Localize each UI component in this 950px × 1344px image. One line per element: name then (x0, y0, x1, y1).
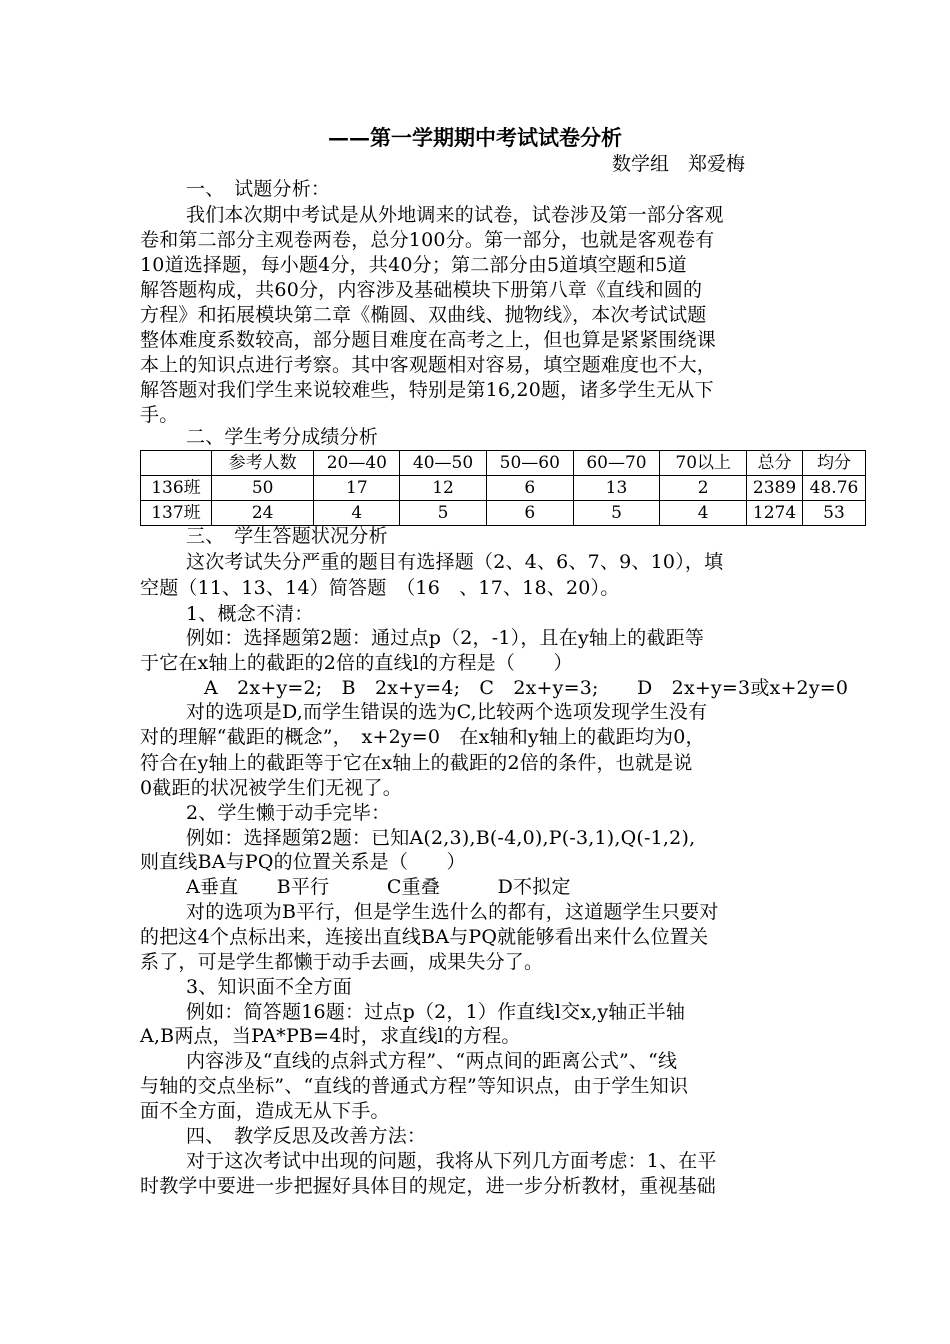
table-cell: 136班 (141, 476, 212, 501)
table-header-cell: 参考人数 (211, 451, 314, 476)
paragraph-line: 例如：选择题第2题：已知A(2,3),B(-4,0),P(-3,1),Q(-1,2), (186, 827, 696, 849)
document-title: ——第一学期期中考试试卷分析 (328, 125, 622, 150)
paragraph-line: 内容涉及“直线的点斜式方程”、“两点间的距离公式”、“线 (186, 1050, 678, 1072)
paragraph-line: 0截距的状况被学生们无视了。 (140, 777, 402, 799)
table-cell: 4 (314, 501, 400, 526)
score-table (140, 450, 866, 526)
paragraph-line: 系了，可是学生都懒于动手去画，成果失分了。 (140, 951, 544, 973)
section-heading-2: 二、学生考分成绩分析 (186, 426, 379, 448)
paragraph-line: 手。 (140, 404, 179, 426)
paragraph-line: 对的理解“截距的概念”， x+2y=0 在x轴和y轴上的截距均为0， (140, 726, 705, 748)
table-header-cell: 70以上 (660, 451, 747, 476)
answer-options-line: A 2x+y=2; B 2x+y=4; C 2x+y=3; D 2x+y=3或x+2y=0 (204, 677, 849, 699)
paragraph-line: 空题（11、13、14）简答题 （16 、17、18、20）。 (140, 577, 620, 599)
paragraph-line: 对于这次考试中出现的问题，我将从下列几方面考虑：1、在平 (186, 1150, 717, 1172)
paragraph-line: 的把这4个点标出来，连接出直线BA与PQ就能够看出来什么位置关 (140, 926, 709, 948)
table-header-cell: 总分 (747, 451, 803, 476)
table-cell: 6 (486, 476, 573, 501)
paragraph-line: 于它在x轴上的截距的2倍的直线l的方程是（ ） (140, 652, 573, 674)
table-cell: 17 (314, 476, 400, 501)
table-header-cell (141, 451, 212, 476)
section-heading-4: 四、 教学反思及改善方法： (186, 1125, 427, 1147)
table-cell: 13 (573, 476, 660, 501)
paragraph-line: 这次考试失分严重的题目有选择题（2、4、6、7、9、10），填 (186, 551, 724, 573)
table-cell: 1274 (747, 501, 803, 526)
table-header-cell: 60—70 (573, 451, 660, 476)
subsection-heading: 2、学生懒于动手完毕： (186, 802, 391, 824)
table-cell: 48.76 (803, 476, 866, 501)
author-line: 数学组 郑爱梅 (612, 153, 746, 175)
paragraph-line: 解答题构成，共60分，内容涉及基础模块下册第八章《直线和圆的 (140, 279, 703, 301)
paragraph-line: 则直线BA与PQ的位置关系是（ ） (140, 851, 466, 873)
paragraph-line: 方程》和拓展模块第二章《椭圆、双曲线、抛物线》，本次考试试题 (140, 304, 707, 326)
paragraph-line: 面不全方面，造成无从下手。 (140, 1100, 390, 1122)
table-cell: 6 (486, 501, 573, 526)
table-header-cell: 40—50 (400, 451, 487, 476)
paragraph-line: 卷和第二部分主观卷两卷，总分100分。第一部分，也就是客观卷有 (140, 229, 715, 251)
paragraph-line: 与轴的交点坐标”、“直线的普通式方程”等知识点，由于学生知识 (140, 1075, 689, 1097)
paragraph-line: 对的选项是D,而学生错误的选为C,比较两个选项发现学生没有 (186, 701, 708, 723)
table-cell: 24 (211, 501, 314, 526)
subsection-heading: 1、概念不清： (186, 603, 314, 625)
paragraph-line: 对的选项为B平行，但是学生选什么的都有，这道题学生只要对 (186, 901, 719, 923)
table-header-row (141, 451, 866, 476)
table-cell: 5 (573, 501, 660, 526)
table-cell: 137班 (141, 501, 212, 526)
answer-options-line: A垂直 B平行 C重叠 D不拟定 (186, 876, 571, 898)
paragraph-line: A,B两点，当PA*PB=4时，求直线l的方程。 (140, 1025, 521, 1047)
table-cell: 4 (660, 501, 747, 526)
section-heading-1: 一、 试题分析： (186, 178, 331, 200)
table-cell: 5 (400, 501, 487, 526)
table-cell: 12 (400, 476, 487, 501)
table-cell: 53 (803, 501, 866, 526)
table-row (141, 501, 866, 526)
subsection-heading: 3、知识面不全方面 (186, 976, 352, 998)
table-header-cell: 均分 (803, 451, 866, 476)
paragraph-line: 例如：简答题16题：过点p（2，1）作直线l交x,y轴正半轴 (186, 1001, 686, 1023)
table-header-cell: 20—40 (314, 451, 400, 476)
table-cell: 2 (660, 476, 747, 501)
paragraph-line: 本上的知识点进行考察。其中客观题相对容易，填空题难度也不大， (140, 354, 717, 376)
paragraph-line: 整体难度系数较高，部分题目难度在高考之上，但也算是紧紧围绕课 (140, 329, 717, 351)
table-row (141, 476, 866, 501)
table-cell: 50 (211, 476, 314, 501)
paragraph-line: 例如：选择题第2题：通过点p（2，-1），且在y轴上的截距等 (186, 627, 705, 649)
paragraph-line: 解答题对我们学生来说较难些，特别是第16,20题，诸多学生无从下 (140, 379, 714, 401)
paragraph-line: 符合在y轴上的截距等于它在x轴上的截距的2倍的条件，也就是说 (140, 752, 693, 774)
table-header-cell: 50—60 (486, 451, 573, 476)
paragraph-line: 10道选择题，每小题4分，共40分；第二部分由5道填空题和5道 (140, 254, 687, 276)
section-heading-3: 三、 学生答题状况分析 (186, 525, 388, 547)
paragraph-line: 我们本次期中考试是从外地调来的试卷，试卷涉及第一部分客观 (186, 204, 724, 226)
table-cell: 2389 (747, 476, 803, 501)
paragraph-line: 时教学中要进一步把握好具体目的规定，进一步分析教材，重视基础 (140, 1175, 717, 1197)
